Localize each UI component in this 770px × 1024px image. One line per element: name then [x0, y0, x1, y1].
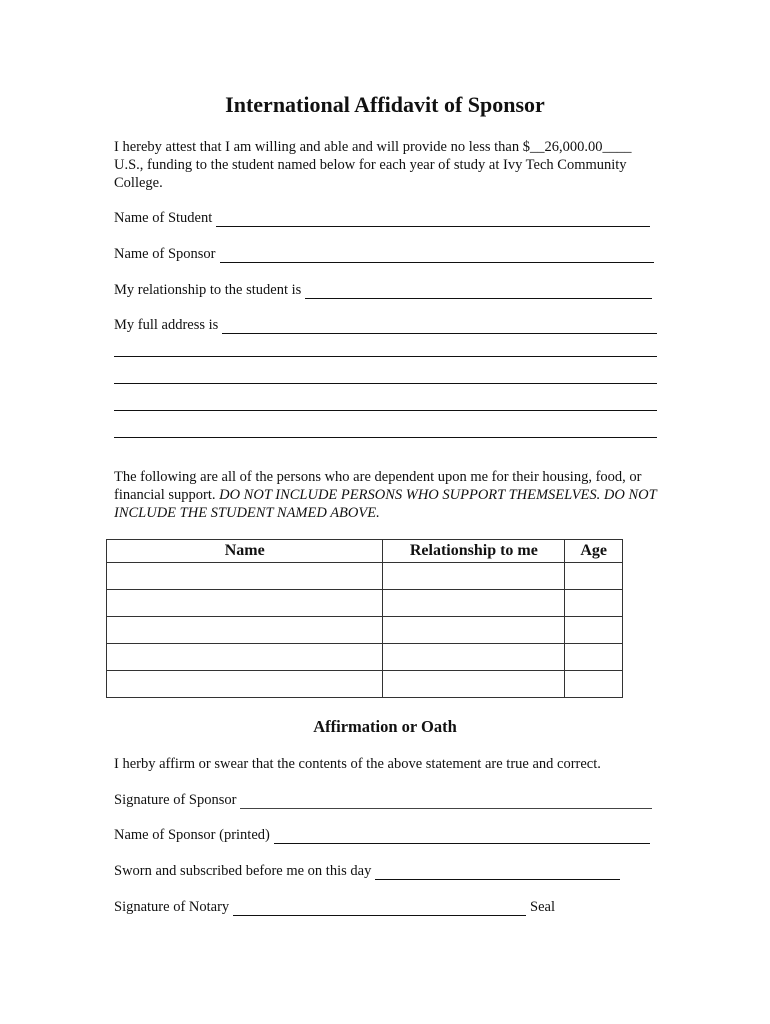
address-line-5[interactable]	[114, 437, 657, 438]
table-row	[107, 617, 623, 644]
dependents-intro: The following are all of the persons who are dependent upon me for their housing, food, or financial support.	[114, 469, 642, 503]
dependent-age-cell[interactable]	[565, 590, 623, 617]
student-name-label: Name of Student	[114, 210, 213, 226]
column-header-relationship: Relationship to me	[383, 540, 565, 563]
notary-signature-row	[114, 898, 555, 916]
sworn-date-label: Sworn and subscribed before me on this day	[114, 863, 372, 879]
table-row	[107, 671, 623, 698]
address-line-4[interactable]	[114, 410, 657, 411]
dependent-name-cell[interactable]	[107, 671, 383, 698]
attestation-paragraph	[114, 138, 659, 192]
address-field[interactable]	[222, 320, 657, 334]
sponsor-printed-name-label: Name of Sponsor (printed)	[114, 827, 270, 843]
dependent-relationship-cell[interactable]	[383, 644, 565, 671]
address-line-3[interactable]	[114, 383, 657, 384]
dependents-table	[106, 539, 623, 698]
sponsor-signature-row	[114, 791, 652, 809]
table-row	[107, 644, 623, 671]
address-label: My full address is	[114, 317, 219, 333]
oath-heading: Affirmation or Oath	[313, 717, 457, 736]
sponsor-signature-field[interactable]	[240, 795, 652, 809]
sponsor-name-row	[114, 245, 654, 263]
dependent-name-cell[interactable]	[107, 644, 383, 671]
sponsor-printed-name-row	[114, 826, 650, 844]
dependent-age-cell[interactable]	[565, 563, 623, 590]
sponsor-printed-name-field[interactable]	[274, 830, 650, 844]
sponsor-signature-label: Signature of Sponsor	[114, 792, 237, 808]
dependent-name-cell[interactable]	[107, 617, 383, 644]
sworn-date-row	[114, 862, 620, 880]
notary-signature-field[interactable]	[233, 902, 526, 916]
address-line-2[interactable]	[114, 356, 657, 357]
dependent-age-cell[interactable]	[565, 644, 623, 671]
oath-statement: I herby affirm or swear that the contents of the above statement are true and correct.	[114, 756, 601, 772]
relationship-row	[114, 281, 652, 299]
student-name-field[interactable]	[216, 213, 650, 227]
seal-label: Seal	[530, 899, 555, 915]
dependents-warning-student: DO NOT INCLUDE THE STUDENT NAMED ABOVE.	[114, 487, 657, 521]
dependent-age-cell[interactable]	[565, 671, 623, 698]
attestation-text-start: I hereby attest that I am willing and able and will provide no less than $	[114, 139, 530, 155]
address-row	[114, 316, 657, 334]
student-name-row	[114, 209, 650, 227]
dependents-paragraph	[114, 468, 659, 522]
dependents-table-header	[107, 540, 623, 563]
column-header-name: Name	[107, 540, 383, 563]
sponsor-name-label: Name of Sponsor	[114, 246, 216, 262]
dependent-name-cell[interactable]	[107, 563, 383, 590]
dependents-warning-self-support: DO NOT INCLUDE PERSONS WHO SUPPORT THEMSELVES.	[219, 487, 601, 503]
funding-amount: __26,000.00____	[529, 139, 632, 155]
dependent-name-cell[interactable]	[107, 590, 383, 617]
notary-signature-label: Signature of Notary	[114, 899, 230, 915]
table-row	[107, 590, 623, 617]
dependent-age-cell[interactable]	[565, 617, 623, 644]
sworn-date-field[interactable]	[375, 866, 620, 880]
sponsor-name-field[interactable]	[220, 249, 655, 263]
dependent-relationship-cell[interactable]	[383, 617, 565, 644]
relationship-field[interactable]	[305, 285, 652, 299]
table-row	[107, 563, 623, 590]
document-title: International Affidavit of Sponsor	[225, 92, 545, 117]
attestation-text-end: U.S., funding to the student named below for each year of study at Ivy Tech Community College.	[114, 157, 627, 191]
dependent-relationship-cell[interactable]	[383, 590, 565, 617]
relationship-label: My relationship to the student is	[114, 282, 302, 298]
dependent-relationship-cell[interactable]	[383, 671, 565, 698]
dependent-relationship-cell[interactable]	[383, 563, 565, 590]
column-header-age: Age	[565, 540, 623, 563]
